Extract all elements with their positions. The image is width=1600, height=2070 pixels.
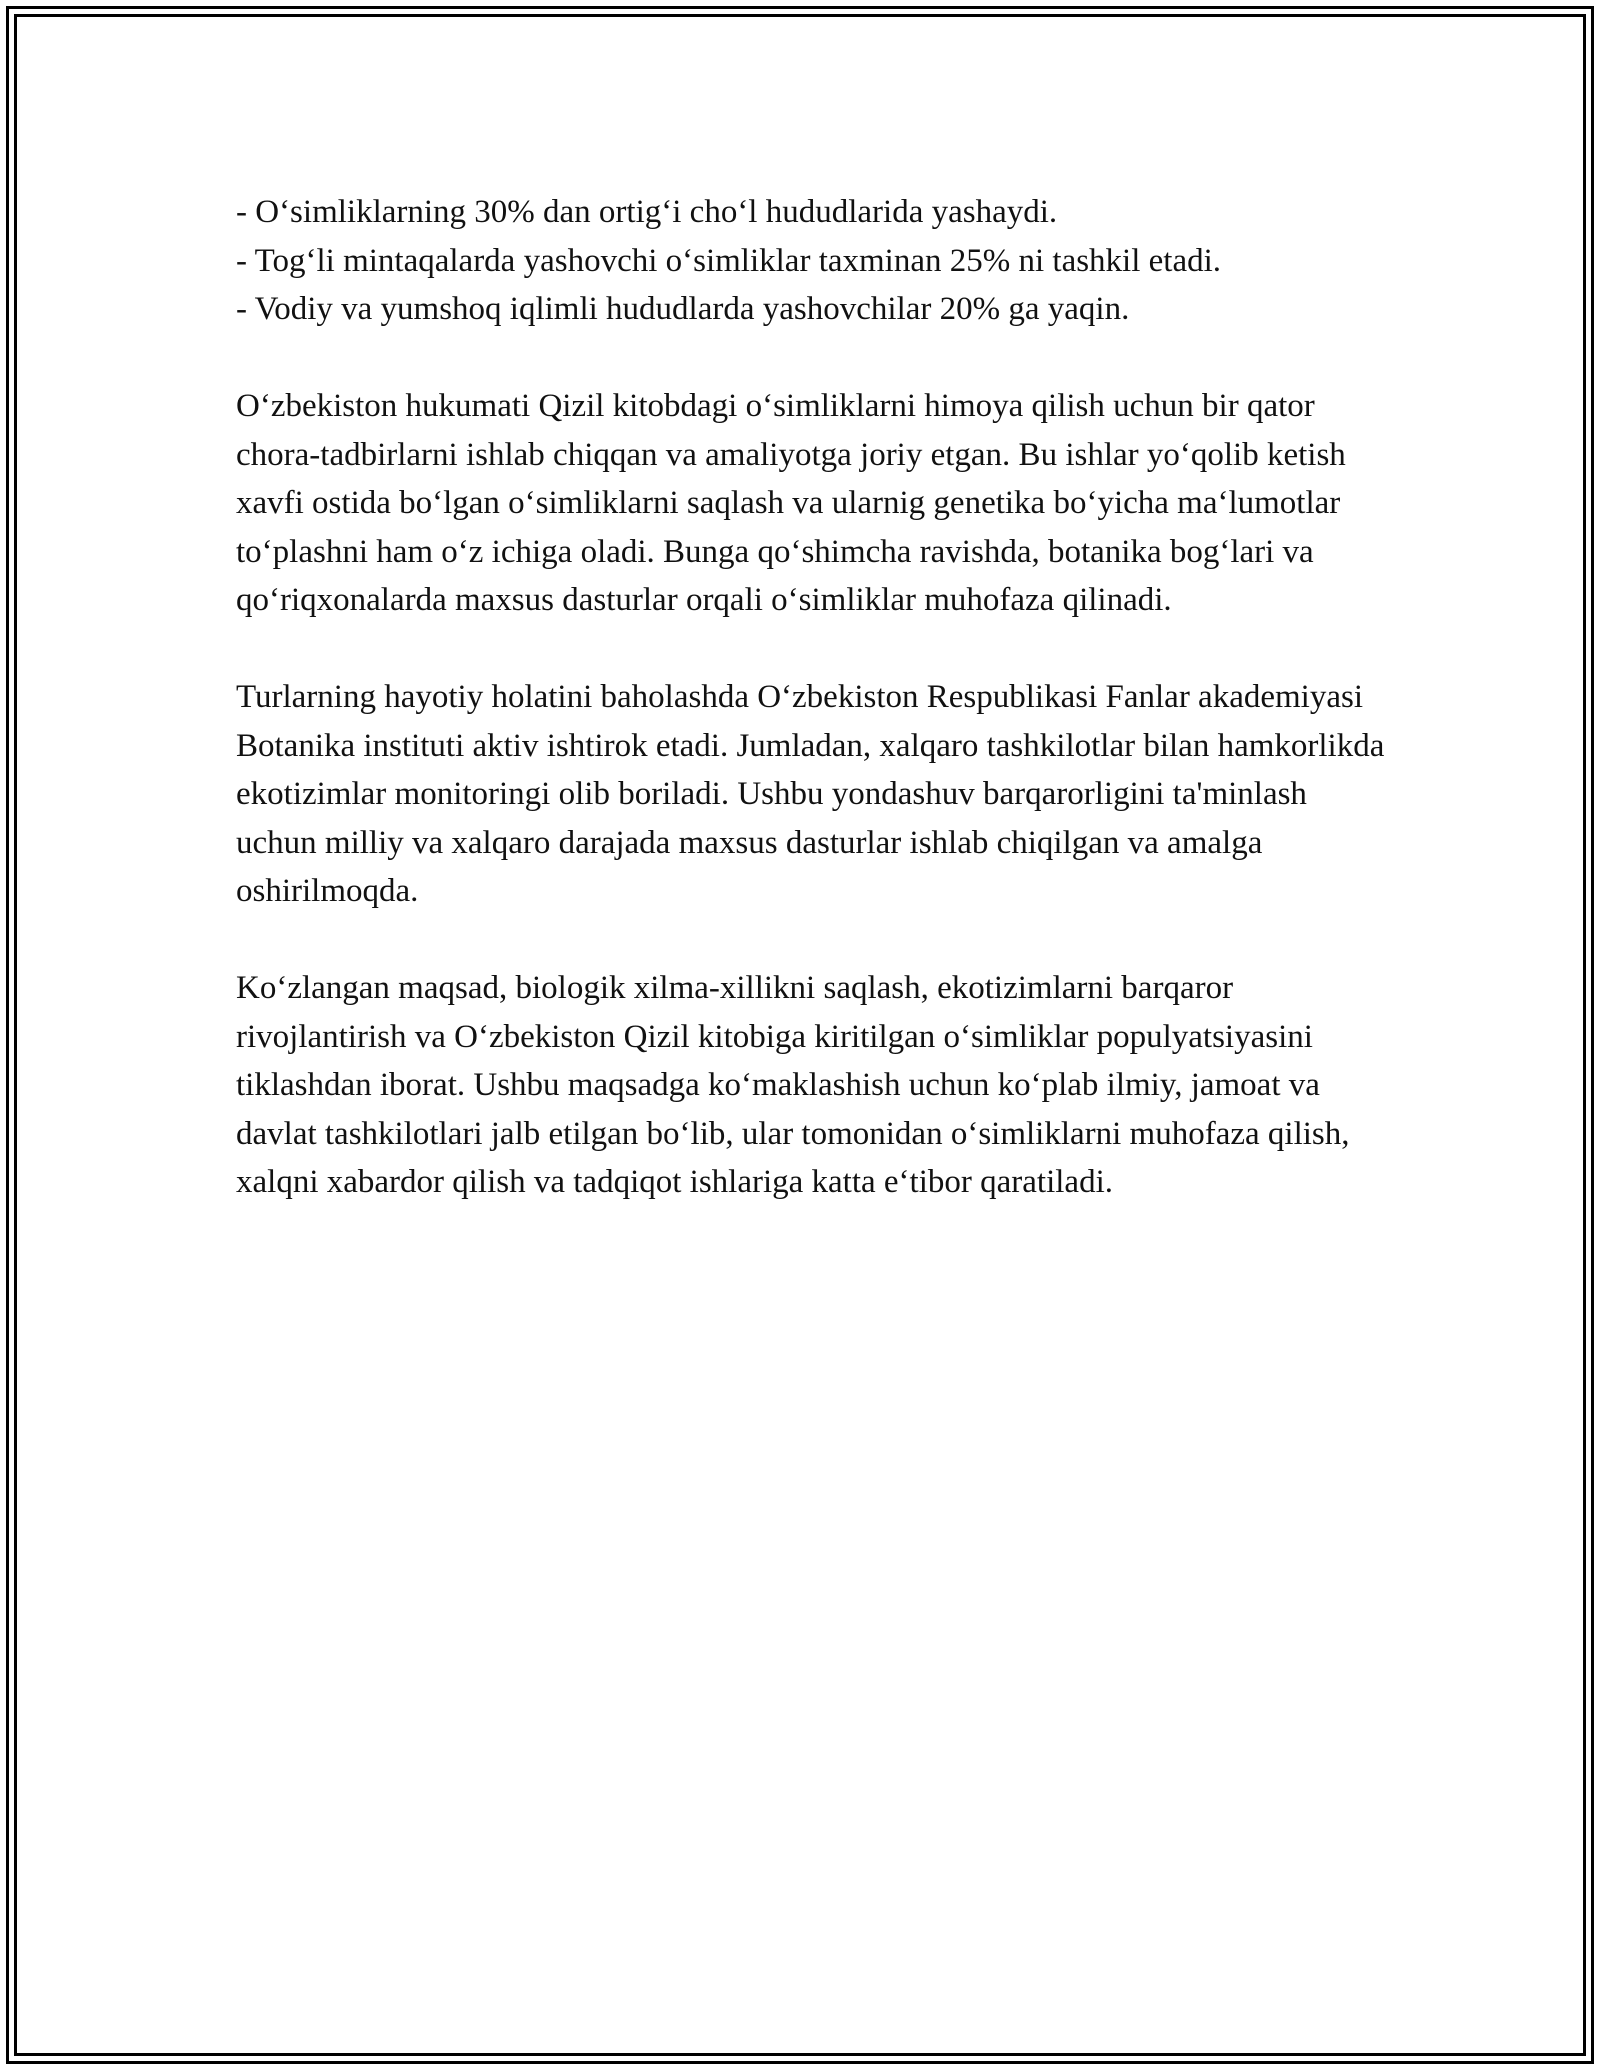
paragraph-government-measures: O‘zbekiston hukumati Qizil kitobdagi o‘simliklarni himoya qilish uchun bir qator chora-tadbirlarni ishlab chiqqan va amaliyotga joriy etgan. Bu ishlar yo‘qolib ketish xavfi ostida bo‘lgan o‘simliklarni saqlash va ularnig genetika bo‘yicha ma‘lumotlar to‘plashni ham o‘z ichiga oladi. Bunga qo‘shimcha ravishda, botanika bog‘lari va qo‘riqxonalarda maxsus dasturlar orqali o‘simliklar muhofaza qilinadi. [236, 388, 1346, 618]
list-item: - O‘simliklarning 30% dan ortig‘i cho‘l hududlarida yashaydi. [236, 194, 1058, 230]
paragraph-goals: Ko‘zlangan maqsad, biologik xilma-xillikni saqlash, ekotizimlarni barqaror rivojlantirish va O‘zbekiston Qizil kitobiga kiritilgan o‘simliklar populyatsiyasini tiklashdan iborat. Ushbu maqsadga ko‘maklashish uchun ko‘plab ilmiy, jamoat va davlat tashkilotlari jalb etilgan bo‘lib, ular tomonidan o‘simliklarni muhofaza qilish, xalqni xabardor qilish va tadqiqot ishlariga katta e‘tibor qaratiladi. [236, 970, 1350, 1200]
list-item: - Tog‘li mintaqalarda yashovchi o‘simliklar taxminan 25% ni tashkil etadi. [236, 242, 1222, 279]
list-item: - Vodiy va yumshoq iqlimli hududlarda yashovchilar 20% ga yaqin. [236, 291, 1130, 327]
paragraph-botany-institute: Turlarning hayotiy holatini baholashda O‘zbekiston Respublikasi Fanlar akademiyasi Botanika instituti aktiv ishtirok etadi. Jumladan, xalqaro tashkilotlar bilan hamkorlikda ekotizimlar monitoringi olib boriladi. Ushbu yondashuv barqarorligini ta'minlash uchun milliy va xalqaro darajada maxsus dasturlar ishlab chiqilgan va amalga oshirilmoqda. [236, 679, 1385, 909]
document-body [236, 188, 1386, 1207]
statistics-list [236, 188, 1386, 334]
